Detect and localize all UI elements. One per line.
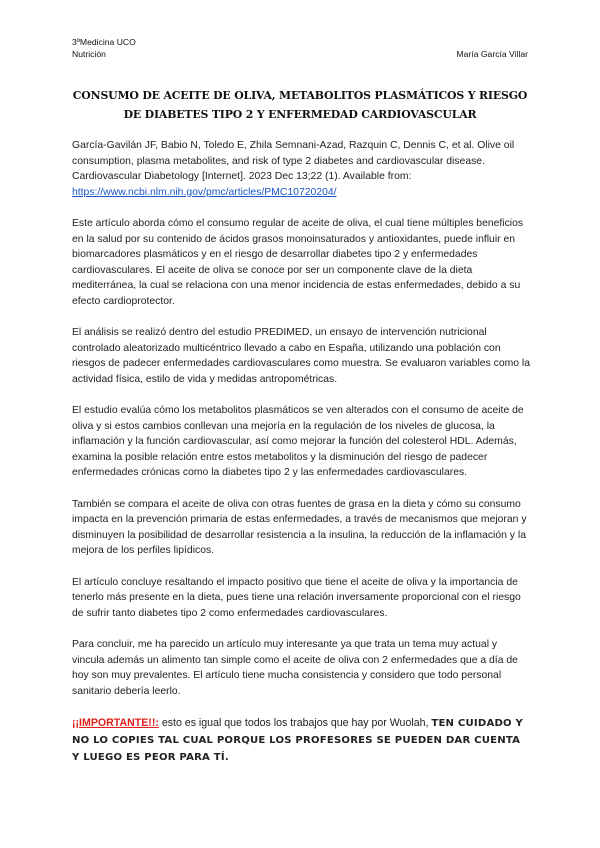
body-paragraph: El estudio evalúa cómo los metabolitos plasmáticos se ven alterados con el consumo de aceite de oliva y si estos cambios conllevan una mejoría en la regulación de los niveles de glucosa, la inflamación y la función cardiovascular, así como mejorar la función del colesterol HDL. Además, examina la posible relación entre estos metabolitos y la disminución del riesgo de padecer enfermedades crónicas como la diabetes tipo 2 y las enfermedades cardiovasculares.	[72, 405, 524, 479]
warning-note	[72, 715, 530, 766]
warning-emphasis: TEN CUIDADO Y NO LO COPIES TAL CUAL PORQUE LOS PROFESORES SE PUEDEN DAR CUENTA Y LUEGO ES PEOR PARA TÍ.	[72, 717, 524, 763]
reference-citation: García-Gavilán JF, Babio N, Toledo E, Zhila Semnani-Azad, Razquin C, Dennis C, et al. Olive oil consumption, plasma metabolites, and risk of type 2 diabetes and cardiovascular disease. Cardiovascular Diabetology [Internet]. 2023 Dec 13;22 (1). Available from:	[72, 140, 515, 183]
header-left	[72, 36, 136, 60]
document-title: CONSUMO DE ACEITE DE OLIVA, METABOLITOS PLASMÁTICOS Y RIESGO DE DIABETES TIPO 2 Y ENFERMEDAD CARDIOVASCULAR	[72, 89, 528, 121]
warning-label: ¡¡IMPORTANTE!!:	[72, 716, 159, 729]
body-paragraph: También se compara el aceite de oliva con otras fuentes de grasa en la dieta y cómo su consumo impacta en la prevención primaria de estas enfermedades, a través de mecanismos que mejoran y disminuyen la posibilidad de desarrollar resistencia a la insulina, la reducción de la inflamación y la mejora de los perfiles lipídicos.	[72, 498, 527, 557]
body-paragraph: El análisis se realizó dentro del estudio PREDIMED, un ensayo de intervención nutricional controlado aleatorizado multicéntrico llevado a cabo en España, utilizando una población con riesgos de padecer enfermedades cardiovasculares como muestra. Se evaluaron variables como la actividad física, estilo de vida y medidas antropométricas.	[72, 327, 531, 385]
subject-line: Nutrición	[72, 49, 106, 59]
body-paragraph: El artículo concluye resaltando el impacto positivo que tiene el aceite de oliva y la importancia de tenerlo más presente en la dieta, pues tiene una relación inversamente proporcional con el riesgo de sufrir tanto diabetes tipo 2 como enfermedades cardiovasculares.	[72, 576, 521, 619]
body-paragraph: Este artículo aborda cómo el consumo regular de aceite de oliva, el cual tiene múltiples beneficios en la salud por su contenido de ácidos grasos monoinsaturados y antioxidantes, puede influir en biomarcadores plasmáticos y en el riesgo de desarrollar diabetes tipo 2 y enfermedades cardiovasculares. El aceite de oliva se conoce por ser un componente clave de la dieta mediterránea, la cual se relaciona con una menor incidencia de estas enfermedades, debido a su efecto cardioprotector.	[72, 217, 524, 307]
warning-text: esto es igual que todos los trabajos que hay por Wuolah,	[158, 716, 432, 729]
course-line: 3ºMedicina UCO	[72, 37, 136, 47]
reference-paragraph	[72, 138, 530, 200]
reference-link[interactable]: https://www.ncbi.nlm.nih.gov/pmc/articles/PMC10720204/	[72, 186, 337, 198]
author-name: María García Villar	[456, 49, 528, 59]
body-paragraph: Para concluir, me ha parecido un artículo muy interesante ya que trata un tema muy actual y vincula además un alimento tan simple como el aceite de oliva con 2 enfermedades que a día de hoy son muy prevalentes. El artículo tiene mucha consistencia y considero que todo personal sanitario debería leerlo.	[72, 639, 518, 697]
document-body	[72, 138, 530, 766]
